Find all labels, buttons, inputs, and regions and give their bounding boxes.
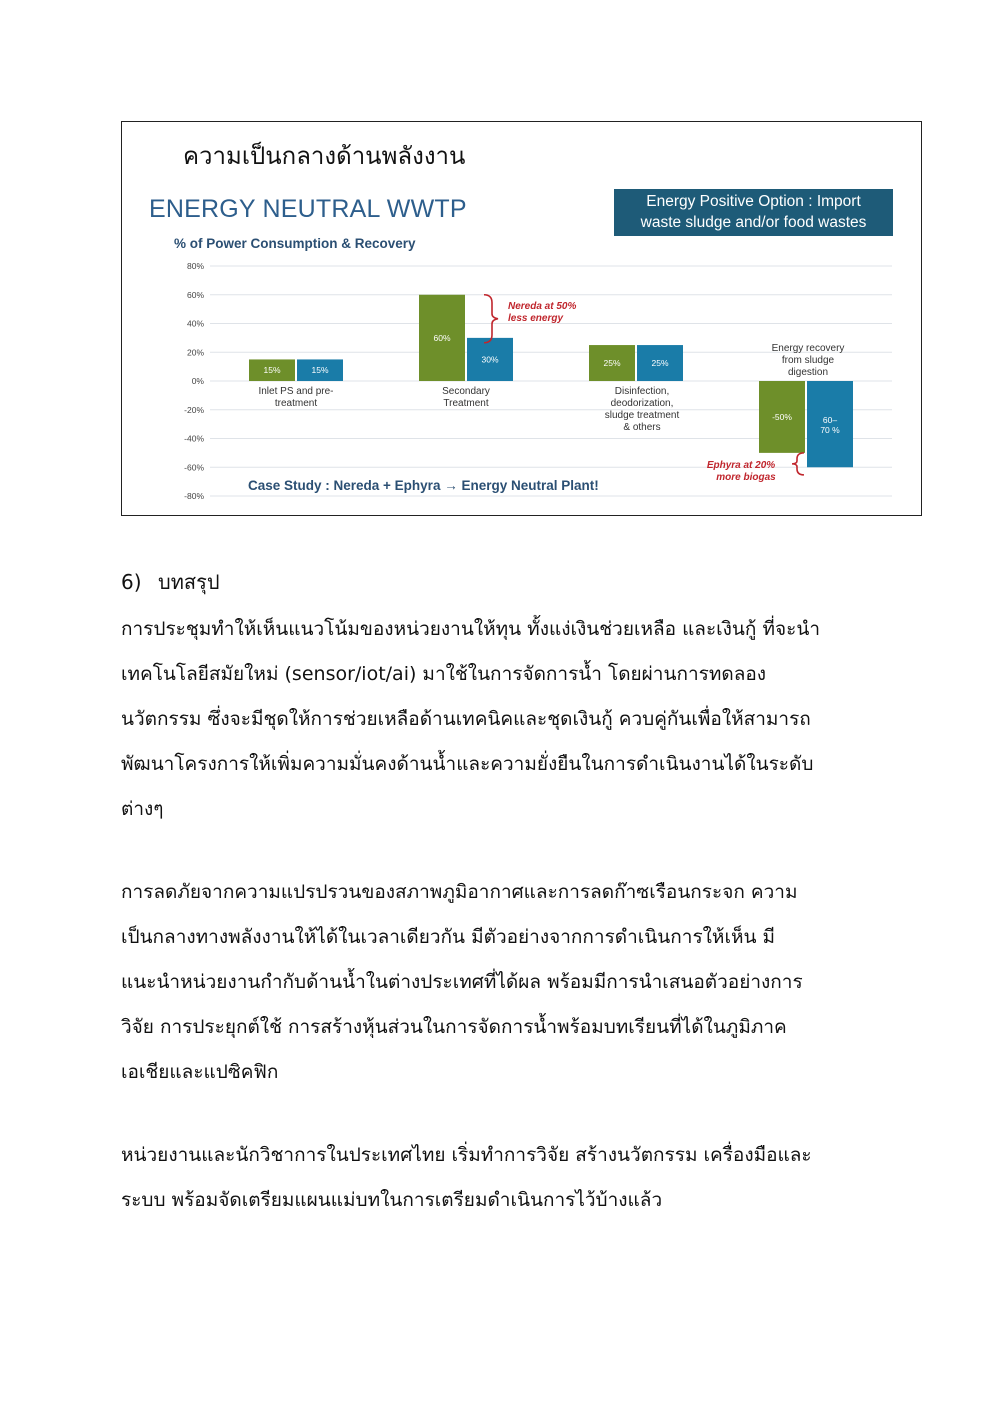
bar-value-label: -50% bbox=[772, 411, 792, 422]
paragraph-line: ระบบ พร้อมจัดเตรียมแผนแม่บทในการเตรียมดำเนินการไว้บ้างแล้ว bbox=[121, 1189, 663, 1211]
section-number: 6) bbox=[121, 570, 142, 594]
annotation-text: less energy bbox=[508, 313, 564, 324]
bar-value-label: 30% bbox=[481, 354, 499, 365]
category-label: Inlet PS and pre- bbox=[258, 386, 334, 397]
y-tick-label: 0% bbox=[191, 376, 204, 386]
y-tick-label: -60% bbox=[184, 462, 204, 473]
case-study-text: Case Study : Nereda + Ephyra → Energy Neutral Plant! bbox=[248, 478, 599, 493]
category-label: & others bbox=[623, 422, 661, 433]
category-label: Secondary bbox=[442, 386, 490, 397]
conclusion-heading bbox=[121, 566, 220, 598]
category-label: Treatment bbox=[443, 398, 489, 409]
chart-title: % of Power Consumption & Recovery bbox=[174, 236, 416, 251]
annotation-brace bbox=[792, 453, 804, 475]
y-tick-label: 80% bbox=[186, 261, 204, 271]
paragraph-line: เอเชียและแปซิคฟิก bbox=[121, 1061, 279, 1083]
y-tick-label: 40% bbox=[186, 318, 204, 329]
paragraph-line: วิจัย การประยุกต์ใช้ การสร้างหุ้นส่วนในการจัดการน้ำพร้อมบทเรียนที่ได้ในภูมิภาค bbox=[121, 1016, 787, 1038]
paragraph-line: นวัตกรรม ซึ่งจะมีชุดให้การช่วยเหลือด้านเทคนิคและชุดเงินกู้ ควบคู่กันเพื่อให้สามารถ bbox=[121, 708, 811, 730]
category-label: Disinfection, bbox=[614, 386, 670, 397]
bar-value-label: 70 % bbox=[820, 425, 840, 436]
paragraph-line: แนะนำหน่วยงานกำกับด้านน้ำในต่างประเทศที่ได้ผล พร้อมมีการนำเสนอตัวอย่างการ bbox=[121, 971, 803, 993]
y-tick-label: 60% bbox=[186, 289, 204, 300]
power-consumption-chart bbox=[122, 122, 921, 515]
category-label: Energy recovery bbox=[771, 343, 845, 354]
bar-value-label: 15% bbox=[263, 365, 281, 376]
conclusion-paragraph bbox=[121, 870, 873, 1095]
annotation-text: Nereda at 50% bbox=[508, 301, 577, 312]
section-title: บทสรุป bbox=[158, 570, 220, 594]
figure-main-title: ENERGY NEUTRAL WWTP bbox=[149, 195, 467, 223]
y-tick-label: -20% bbox=[184, 404, 204, 415]
category-label: treatment bbox=[274, 398, 318, 409]
bar-value-label: 60– bbox=[822, 415, 838, 426]
conclusion-paragraph bbox=[121, 607, 873, 832]
conclusion-paragraph bbox=[121, 1133, 873, 1223]
bar-value-label: 25% bbox=[651, 358, 669, 369]
bar-value-label: 25% bbox=[603, 358, 621, 369]
banner-line-1: Energy Positive Option : Import bbox=[646, 193, 861, 210]
category-label: from sludge bbox=[781, 355, 835, 366]
y-tick-label: -80% bbox=[184, 491, 204, 501]
banner-line-2: waste sludge and/or food wastes bbox=[640, 214, 867, 231]
bar-value-label: 60% bbox=[433, 332, 451, 343]
paragraph-line: หน่วยงานและนักวิชาการในประเทศไทย เริ่มทำการวิจัย สร้างนวัตกรรม เครื่องมือและ bbox=[121, 1144, 812, 1166]
paragraph-line: การลดภัยจากความแปรปรวนของสภาพภูมิอากาศและการลดก๊าซเรือนกระจก ความ bbox=[121, 881, 798, 903]
annotation-text: Ephyra at 20% bbox=[706, 460, 776, 471]
annotation-brace bbox=[484, 295, 498, 343]
category-label: digestion bbox=[787, 367, 829, 378]
figure-thai-title: ความเป็นกลางด้านพลังงาน bbox=[183, 142, 466, 170]
y-tick-label: -40% bbox=[184, 433, 204, 444]
paragraph-line: เทคโนโลยีสมัยใหม่ (sensor/iot/ai) มาใช้ในการจัดการน้ำ โดยผ่านการทดลอง bbox=[121, 663, 767, 685]
y-tick-label: 20% bbox=[186, 347, 204, 358]
bar-value-label: 15% bbox=[311, 365, 329, 376]
paragraph-line: เป็นกลางทางพลังงานให้ได้ในเวลาเดียวกัน มีตัวอย่างจากการดำเนินการให้เห็น มี bbox=[121, 926, 776, 948]
paragraph-line: ต่างๆ bbox=[121, 798, 164, 820]
paragraph-line: พัฒนาโครงการให้เพิ่มความมั่นคงด้านน้ำและความยั่งยืนในการดำเนินงานได้ในระดับ bbox=[121, 753, 814, 775]
annotation-text: more biogas bbox=[716, 472, 776, 483]
paragraph-line: การประชุมทำให้เห็นแนวโน้มของหน่วยงานให้ทุน ทั้งแง่เงินช่วยเหลือ และเงินกู้ ที่จะนำ bbox=[121, 618, 820, 640]
category-label: deodorization, bbox=[610, 398, 674, 409]
energy-neutral-figure bbox=[121, 121, 922, 516]
category-label: sludge treatment bbox=[604, 410, 680, 421]
